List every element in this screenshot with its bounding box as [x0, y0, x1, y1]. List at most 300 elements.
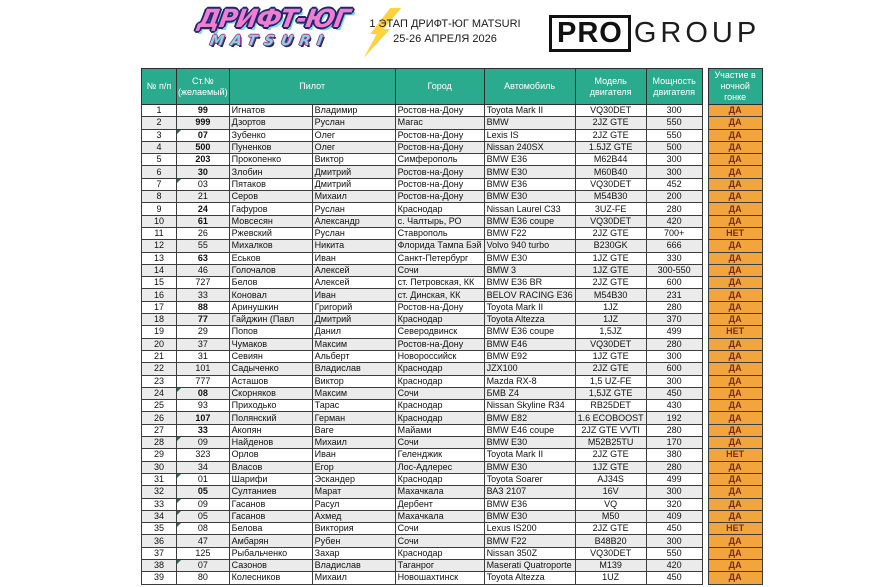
- cell-car: BMW E30: [484, 191, 575, 203]
- cell-firstname: Олег: [312, 129, 395, 141]
- cell-city: Новошахтинск: [395, 572, 484, 584]
- cell-night-race: ДА: [708, 535, 762, 547]
- cell-city: Краснодар: [395, 547, 484, 559]
- cell-engine-model: 1.5JZ GTE: [575, 141, 646, 153]
- error-flag-triangle-icon: [177, 560, 181, 564]
- table-row: [142, 473, 763, 485]
- cell-engine-model: 2JZ GTE: [575, 227, 646, 239]
- cell-engine-model: 1JZ GTE: [575, 264, 646, 276]
- cell-night-race: ДА: [708, 498, 762, 510]
- cell-firstname: Герман: [312, 412, 395, 424]
- cell-engine-power: 280: [646, 424, 702, 436]
- cell-start-number: [177, 252, 230, 264]
- cell-index: 37: [142, 547, 177, 559]
- cell-night-race: ДА: [708, 559, 762, 571]
- cell-firstname: Алексей: [312, 264, 395, 276]
- cell-engine-power: 192: [646, 412, 702, 424]
- cell-engine-model: M139: [575, 559, 646, 571]
- cell-index: 23: [142, 375, 177, 387]
- cell-start-number-text: 05: [197, 510, 208, 521]
- cell-city: Сочи: [395, 437, 484, 449]
- participants-table-wrap: [141, 68, 763, 585]
- cell-surname: Голочалов: [229, 264, 312, 276]
- cell-start-number-text: 99: [197, 105, 208, 116]
- table-row: [142, 129, 763, 141]
- cell-start-number-text: 07: [197, 129, 208, 140]
- cell-surname: Скорняков: [229, 387, 312, 399]
- cell-night-race: ДА: [708, 129, 762, 141]
- cell-firstname: Александр: [312, 215, 395, 227]
- table-row: [142, 277, 763, 289]
- cell-start-number-text: 63: [197, 252, 208, 263]
- cell-city: Дербент: [395, 498, 484, 510]
- cell-engine-model: M60B40: [575, 166, 646, 178]
- cell-firstname: Тарас: [312, 400, 395, 412]
- cell-start-number: [177, 547, 230, 559]
- header-engine-power-line2: двигателя: [653, 86, 696, 97]
- cell-index: 3: [142, 129, 177, 141]
- cell-engine-power: 420: [646, 215, 702, 227]
- cell-start-number: [177, 166, 230, 178]
- participants-table: [141, 68, 763, 585]
- cell-index: 21: [142, 350, 177, 362]
- cell-index: 1: [142, 105, 177, 117]
- cell-surname: Севиян: [229, 350, 312, 362]
- cell-start-number: [177, 424, 230, 436]
- cell-index: 33: [142, 498, 177, 510]
- cell-index: 11: [142, 227, 177, 239]
- header-engine-power: [646, 69, 702, 105]
- cell-city: Краснодар: [395, 203, 484, 215]
- cell-engine-power: 600: [646, 277, 702, 289]
- cell-start-number: [177, 277, 230, 289]
- cell-index: 4: [142, 141, 177, 153]
- cell-car: Toyota Mark II: [484, 105, 575, 117]
- table-row: [142, 486, 763, 498]
- cell-firstname: Захар: [312, 547, 395, 559]
- cell-car: BMW E30: [484, 252, 575, 264]
- cell-engine-power: 231: [646, 289, 702, 301]
- cell-city: Махачкала: [395, 486, 484, 498]
- header-engine-model-line1: Модель: [594, 75, 627, 86]
- cell-engine-power: 370: [646, 314, 702, 326]
- cell-firstname: Виктор: [312, 154, 395, 166]
- cell-firstname: Егор: [312, 461, 395, 473]
- cell-car: Nissan Laurel C33: [484, 203, 575, 215]
- cell-index: 35: [142, 523, 177, 535]
- cell-engine-power: 300-550: [646, 264, 702, 276]
- cell-car: Toyota Mark II: [484, 301, 575, 313]
- table-row: [142, 559, 763, 571]
- cell-surname: Серов: [229, 191, 312, 203]
- cell-car: Maserati Quatroporte: [484, 559, 575, 571]
- cell-night-race: ДА: [708, 338, 762, 350]
- cell-city: Северодвинск: [395, 326, 484, 338]
- cell-start-number-text: 93: [197, 400, 208, 411]
- cell-engine-model: 1,5 UZ-FE: [575, 375, 646, 387]
- cell-start-number-text: 77: [197, 314, 208, 325]
- cell-surname: Мовсесян: [229, 215, 312, 227]
- cell-night-race: ДА: [708, 141, 762, 153]
- table-row: [142, 166, 763, 178]
- cell-firstname: Руслан: [312, 227, 395, 239]
- cell-city: Краснодар: [395, 314, 484, 326]
- cell-index: 5: [142, 154, 177, 166]
- cell-car: BMW E46 coupe: [484, 424, 575, 436]
- cell-night-race: ДА: [708, 264, 762, 276]
- cell-surname: Коновал: [229, 289, 312, 301]
- cell-city: Краснодар: [395, 400, 484, 412]
- cell-engine-model: 2JZ GTE: [575, 129, 646, 141]
- cell-index: 26: [142, 412, 177, 424]
- cell-index: 13: [142, 252, 177, 264]
- cell-engine-power: 330: [646, 252, 702, 264]
- cell-surname: Акопян: [229, 424, 312, 436]
- cell-surname: Колесников: [229, 572, 312, 584]
- cell-night-race: ДА: [708, 547, 762, 559]
- cell-surname: Орлов: [229, 449, 312, 461]
- cell-start-number-text: 07: [197, 560, 208, 571]
- cell-index: 7: [142, 178, 177, 190]
- table-row: [142, 461, 763, 473]
- cell-surname: Пятаков: [229, 178, 312, 190]
- header-night-race-line1: Участие в: [714, 70, 756, 80]
- event-title: [330, 17, 560, 47]
- cell-city: Лос-Адлерес: [395, 461, 484, 473]
- cell-car: JZX100: [484, 363, 575, 375]
- cell-start-number: [177, 178, 230, 190]
- cell-night-race: ДА: [708, 166, 762, 178]
- cell-car: Toyota Altezza: [484, 314, 575, 326]
- cell-start-number: [177, 314, 230, 326]
- cell-surname: Пуненков: [229, 141, 312, 153]
- cell-car: Mazda RX-8: [484, 375, 575, 387]
- error-flag-triangle-icon: [177, 523, 181, 527]
- cell-start-number-text: 03: [197, 178, 208, 189]
- cell-car: BMW 3: [484, 264, 575, 276]
- cell-firstname: Расул: [312, 498, 395, 510]
- cell-car: BMW E82: [484, 412, 575, 424]
- cell-start-number: [177, 191, 230, 203]
- cell-surname: Злобин: [229, 166, 312, 178]
- table-row: [142, 437, 763, 449]
- error-flag-triangle-icon: [177, 130, 181, 134]
- table-row: [142, 400, 763, 412]
- cell-index: 28: [142, 437, 177, 449]
- cell-engine-model: 1JZ: [575, 301, 646, 313]
- cell-engine-power: 170: [646, 437, 702, 449]
- cell-start-number-text: 24: [197, 203, 208, 214]
- table-row: [142, 363, 763, 375]
- cell-firstname: Виктория: [312, 523, 395, 535]
- cell-car: BMW E30: [484, 510, 575, 522]
- cell-firstname: Никита: [312, 240, 395, 252]
- cell-start-number-text: 30: [197, 166, 208, 177]
- cell-engine-power: 300: [646, 154, 702, 166]
- cell-index: 16: [142, 289, 177, 301]
- cell-engine-model: M62B44: [575, 154, 646, 166]
- cell-city: Ростов-на-Дону: [395, 141, 484, 153]
- cell-night-race: ДА: [708, 572, 762, 584]
- cell-firstname: Данил: [312, 326, 395, 338]
- cell-engine-power: 450: [646, 572, 702, 584]
- cell-start-number-text: 09: [197, 498, 208, 509]
- cell-engine-power: 452: [646, 178, 702, 190]
- cell-start-number: [177, 412, 230, 424]
- table-row: [142, 412, 763, 424]
- cell-night-race: ДА: [708, 437, 762, 449]
- header-start-number: [177, 69, 230, 105]
- header-pilot: Пилот: [229, 69, 395, 105]
- table-row: [142, 350, 763, 362]
- cell-start-number-text: 31: [197, 351, 208, 362]
- cell-engine-power: 320: [646, 498, 702, 510]
- cell-car: Volvo 940 turbo: [484, 240, 575, 252]
- cell-start-number: [177, 523, 230, 535]
- cell-car: BMW E36 coupe: [484, 215, 575, 227]
- cell-night-race: ДА: [708, 301, 762, 313]
- cell-city: Ростов-на-Дону: [395, 178, 484, 190]
- cell-start-number: [177, 215, 230, 227]
- cell-start-number-text: 01: [197, 474, 208, 485]
- cell-index: 24: [142, 387, 177, 399]
- cell-city: Сочи: [395, 387, 484, 399]
- table-row: [142, 191, 763, 203]
- cell-engine-power: 500: [646, 141, 702, 153]
- cell-start-number: [177, 363, 230, 375]
- cell-city: Краснодар: [395, 473, 484, 485]
- cell-start-number-text: 999: [195, 117, 211, 128]
- cell-night-race: ДА: [708, 191, 762, 203]
- cell-surname: Сазонов: [229, 559, 312, 571]
- cell-engine-model: B230GK: [575, 240, 646, 252]
- cell-firstname: Михаил: [312, 191, 395, 203]
- cell-start-number: [177, 350, 230, 362]
- cell-engine-model: 1JZ: [575, 314, 646, 326]
- cell-engine-power: 499: [646, 473, 702, 485]
- cell-engine-model: 16V: [575, 486, 646, 498]
- cell-engine-model: B48B20: [575, 535, 646, 547]
- cell-index: 19: [142, 326, 177, 338]
- cell-start-number-text: 34: [197, 461, 208, 472]
- cell-index: 31: [142, 473, 177, 485]
- cell-firstname: Рубен: [312, 535, 395, 547]
- table-row: [142, 387, 763, 399]
- cell-night-race: ДА: [708, 412, 762, 424]
- cell-engine-power: 280: [646, 338, 702, 350]
- cell-engine-model: 2JZ GTE: [575, 117, 646, 129]
- cell-car: BMW E36: [484, 178, 575, 190]
- table-row: [142, 326, 763, 338]
- table-row: [142, 314, 763, 326]
- cell-night-race: ДА: [708, 289, 762, 301]
- table-row: [142, 141, 763, 153]
- cell-engine-power: 450: [646, 523, 702, 535]
- cell-start-number: [177, 461, 230, 473]
- cell-surname: Султаниев: [229, 486, 312, 498]
- cell-index: 27: [142, 424, 177, 436]
- cell-engine-power: 450: [646, 387, 702, 399]
- error-flag-triangle-icon: [177, 437, 181, 441]
- cell-firstname: Владислав: [312, 559, 395, 571]
- cell-car: BELOV RACING E36: [484, 289, 575, 301]
- cell-firstname: Алексей: [312, 277, 395, 289]
- error-flag-triangle-icon: [177, 499, 181, 503]
- cell-night-race: ДА: [708, 473, 762, 485]
- header-engine-model: [575, 69, 646, 105]
- cell-city: Сочи: [395, 264, 484, 276]
- table-row: [142, 240, 763, 252]
- cell-city: Ростов-на-Дону: [395, 301, 484, 313]
- cell-firstname: Руслан: [312, 117, 395, 129]
- cell-city: Краснодар: [395, 375, 484, 387]
- cell-firstname: Михаил: [312, 572, 395, 584]
- cell-start-number: [177, 510, 230, 522]
- cell-night-race: ДА: [708, 178, 762, 190]
- cell-firstname: Руслан: [312, 203, 395, 215]
- cell-surname: Дзортов: [229, 117, 312, 129]
- cell-night-race: ДА: [708, 154, 762, 166]
- logo-title-text: ДРИФТ-ЮГ: [195, 4, 352, 33]
- cell-index: 32: [142, 486, 177, 498]
- cell-start-number-text: 80: [197, 572, 208, 583]
- cell-city: Ростов-на-Дону: [395, 129, 484, 141]
- event-title-line1: 1 ЭТАП ДРИФТ-ЮГ MATSURI: [369, 18, 521, 30]
- table-row: [142, 338, 763, 350]
- cell-index: 25: [142, 400, 177, 412]
- cell-engine-power: 409: [646, 510, 702, 522]
- cell-night-race: ДА: [708, 461, 762, 473]
- cell-start-number-text: 21: [197, 191, 208, 202]
- cell-surname: Приходько: [229, 400, 312, 412]
- cell-start-number-text: 203: [195, 154, 211, 165]
- cell-night-race: ДА: [708, 105, 762, 117]
- cell-car: BMW E36 coupe: [484, 326, 575, 338]
- cell-car: Lexus IS200: [484, 523, 575, 535]
- cell-night-race: ДА: [708, 203, 762, 215]
- cell-start-number-text: 88: [197, 301, 208, 312]
- error-flag-triangle-icon: [177, 474, 181, 478]
- cell-start-number: [177, 375, 230, 387]
- cell-start-number: [177, 400, 230, 412]
- cell-night-race: ДА: [708, 387, 762, 399]
- cell-engine-model: 1JZ GTE: [575, 252, 646, 264]
- cell-engine-model: 1.6 ECOBOOST: [575, 412, 646, 424]
- cell-surname: Асташов: [229, 375, 312, 387]
- cell-night-race: ДА: [708, 400, 762, 412]
- cell-index: 2: [142, 117, 177, 129]
- cell-engine-power: 420: [646, 559, 702, 571]
- table-row: [142, 547, 763, 559]
- cell-index: 12: [142, 240, 177, 252]
- cell-index: 29: [142, 449, 177, 461]
- cell-surname: Еськов: [229, 252, 312, 264]
- cell-engine-power: 280: [646, 461, 702, 473]
- cell-surname: Садыченко: [229, 363, 312, 375]
- cell-city: Махачкала: [395, 510, 484, 522]
- cell-firstname: Марат: [312, 486, 395, 498]
- cell-firstname: Максим: [312, 338, 395, 350]
- cell-index: 6: [142, 166, 177, 178]
- cell-city: Ростов-на-Дону: [395, 191, 484, 203]
- cell-night-race: ДА: [708, 510, 762, 522]
- cell-start-number: [177, 326, 230, 338]
- cell-car: BMW: [484, 117, 575, 129]
- header-city: Город: [395, 69, 484, 105]
- cell-night-race: ДА: [708, 277, 762, 289]
- cell-start-number-text: 323: [195, 449, 211, 460]
- cell-engine-model: 2JZ GTE: [575, 523, 646, 535]
- cell-city: Ростов-на-Дону: [395, 105, 484, 117]
- progroup-logo: [549, 15, 760, 52]
- cell-firstname: Григорий: [312, 301, 395, 313]
- cell-car: Toyota Mark II: [484, 449, 575, 461]
- cell-firstname: Эскандер: [312, 473, 395, 485]
- cell-start-number-text: 33: [197, 289, 208, 300]
- cell-night-race: НЕТ: [708, 449, 762, 461]
- cell-firstname: Олег: [312, 141, 395, 153]
- table-body: [142, 105, 763, 585]
- cell-car: Toyota Soarer: [484, 473, 575, 485]
- cell-city: Таганрог: [395, 559, 484, 571]
- cell-index: 17: [142, 301, 177, 313]
- cell-index: 22: [142, 363, 177, 375]
- table-row: [142, 252, 763, 264]
- cell-engine-model: 1JZ GTE: [575, 350, 646, 362]
- table-row: [142, 105, 763, 117]
- cell-firstname: Виктор: [312, 375, 395, 387]
- table-row: [142, 215, 763, 227]
- cell-index: 39: [142, 572, 177, 584]
- cell-surname: Аринушкин: [229, 301, 312, 313]
- cell-night-race: ДА: [708, 363, 762, 375]
- cell-engine-power: 499: [646, 326, 702, 338]
- cell-start-number: [177, 203, 230, 215]
- cell-car: BMW E30: [484, 437, 575, 449]
- cell-surname: Рыбальченко: [229, 547, 312, 559]
- cell-surname: Найденов: [229, 437, 312, 449]
- cell-start-number-text: 61: [197, 215, 208, 226]
- cell-firstname: Владимир: [312, 105, 395, 117]
- cell-surname: Михалков: [229, 240, 312, 252]
- cell-firstname: Иван: [312, 449, 395, 461]
- table-row: [142, 227, 763, 239]
- header-engine-power-line1: Мощность: [652, 75, 696, 86]
- cell-start-number-text: 727: [195, 277, 211, 288]
- cell-engine-power: 300: [646, 535, 702, 547]
- cell-city: Краснодар: [395, 363, 484, 375]
- cell-city: Флорида Тампа Бэй: [395, 240, 484, 252]
- cell-index: 8: [142, 191, 177, 203]
- cell-car: Toyota Altezza: [484, 572, 575, 584]
- cell-engine-power: 280: [646, 301, 702, 313]
- cell-city: с. Чалтырь, РО: [395, 215, 484, 227]
- header-num: № п/п: [142, 69, 177, 105]
- cell-surname: Полянский: [229, 412, 312, 424]
- cell-city: Краснодар: [395, 412, 484, 424]
- cell-start-number: [177, 338, 230, 350]
- cell-night-race: ДА: [708, 375, 762, 387]
- cell-city: ст. Петровская, КК: [395, 277, 484, 289]
- table-row: [142, 301, 763, 313]
- cell-start-number: [177, 449, 230, 461]
- cell-start-number: [177, 105, 230, 117]
- cell-index: 9: [142, 203, 177, 215]
- cell-city: Симферополь: [395, 154, 484, 166]
- cell-surname: Белова: [229, 523, 312, 535]
- cell-engine-model: 1,5JZ: [575, 326, 646, 338]
- table-row: [142, 449, 763, 461]
